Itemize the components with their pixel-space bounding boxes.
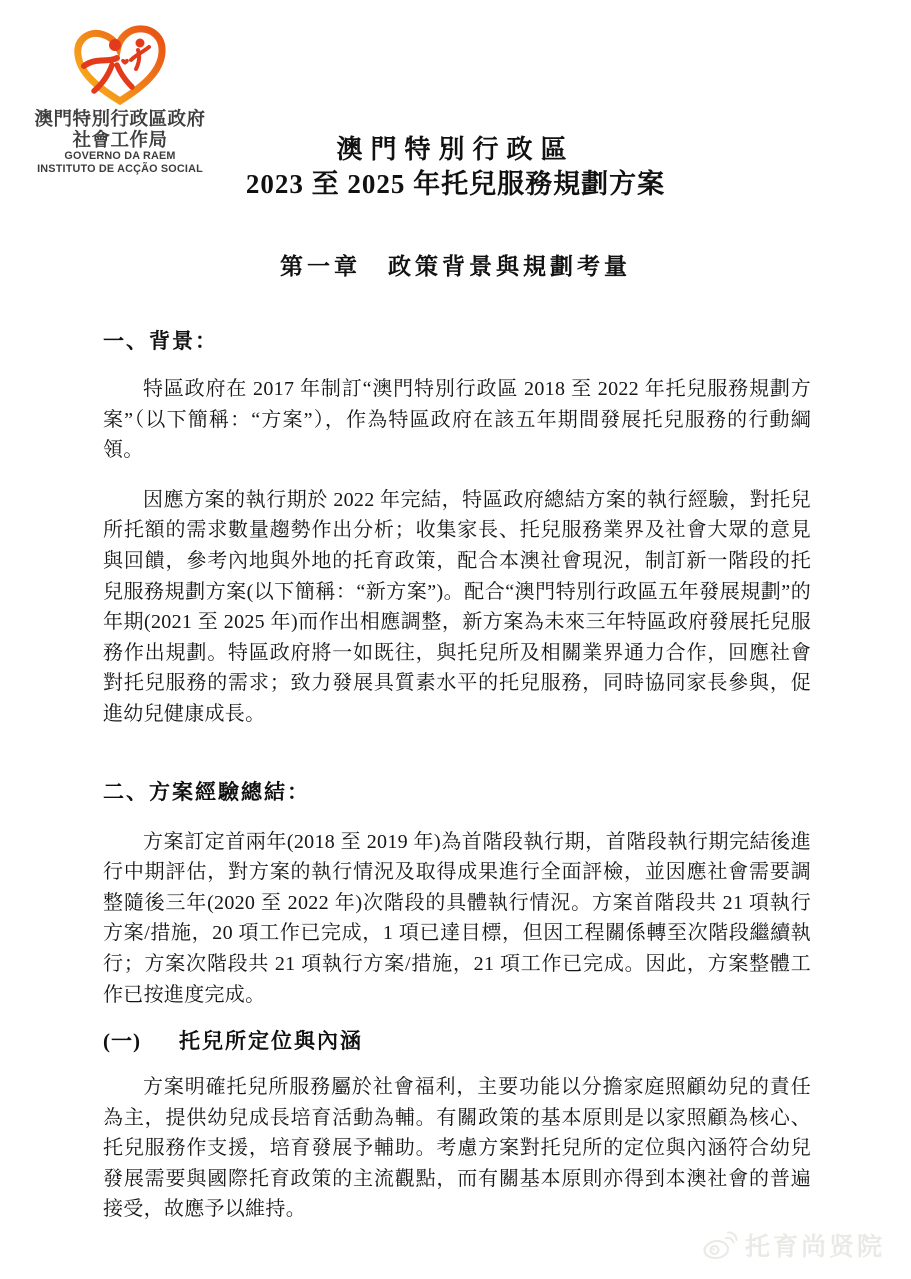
section-2-heading: 二、方案經驗總結： xyxy=(103,779,310,804)
document-title-line2: 2023 至 2025 年托兒服務規劃方案 xyxy=(245,169,666,199)
subsection-1-heading xyxy=(103,1029,811,1054)
logo-org-name-pt-line2: INSTITUTO DE ACÇÃO SOCIAL xyxy=(37,163,203,175)
logo-org-name-zh-line2: 社會工作局 xyxy=(72,129,168,150)
document-body xyxy=(103,329,811,1225)
weibo-icon xyxy=(702,1231,738,1260)
heart-logo-icon xyxy=(68,24,172,106)
logo-org-name-zh-line1: 澳門特別行政區政府 xyxy=(34,108,206,129)
watermark xyxy=(702,1227,885,1263)
watermark-text: 托育尚贤院 xyxy=(744,1233,885,1261)
paragraph: 方案明確托兒所服務屬於社會福利，主要功能以分擔家庭照顧幼兒的責任為主，提供幼兒成長培育活動為輔。有關政策的基本原則是以家照顧為核心、托兒服務作支援，培育發展予輔助。考慮方案對托兒所的定位與內涵符合幼兒發展需要與國際托育政策的主流觀點，而有關基本原則亦得到本澳社會的普遍接受，故應予以維持。 xyxy=(103,1076,811,1221)
paragraph: 方案訂定首兩年(2018 至 2019 年)為首階段執行期，首階段執行期完結後進行中期評估，對方案的執行情況及取得成果進行全面評檢，並因應社會需要調整隨後三年(2020 至 2022 年)次階段的具體執行情況。方案首階段共 21 項執行方案/措施，20 項工作已完成，1 項已達目標，但因工程關係轉至次階段繼續執行；方案次階段共 21 項執行方案/措施，21 項工作已完成。因此，方案整體工作已按進度完成。 xyxy=(103,830,811,1006)
subsection-title: 托兒所定位與內涵 xyxy=(179,1029,363,1054)
logo-org-name-pt-line1: GOVERNO DA RAEM xyxy=(64,150,176,162)
section-1-heading: 一、背景： xyxy=(103,329,218,353)
paragraph: 因應方案的執行期於 2022 年完結，特區政府總結方案的執行經驗，對托兒所托額的需求數量趨勢作出分析；收集家長、托兒服務業界及社會大眾的意見與回饋，參考內地與外地的托育政策，配合本澳社會現況，制訂新一階段的托兒服務規劃方案(以下簡稱：“新方案”)。配合“澳門特別行政區五年發展規劃”的年期(2021 至 2025 年)而作出相應調整，新方案為未來三年特區政府發展托兒服務作出規劃。特區政府將一如既往，與托兒所及相關業界通力合作，回應社會對托兒服務的需求；致力發展具質素水平的托兒服務，同時協同家長參與，促進幼兒健康成長。 xyxy=(103,488,811,725)
paragraph: 特區政府在 2017 年制訂“澳門特別行政區 2018 至 2022 年托兒服務規劃方案”（以下簡稱：“方案”），作為特區政府在該五年期間發展托兒服務的行動綱領。 xyxy=(103,378,811,462)
subsection-number: (一) xyxy=(103,1029,141,1054)
document-title-line1: 澳門特別行政區 xyxy=(336,135,575,164)
chapter-heading: 第一章 政策背景與規劃考量 xyxy=(280,254,631,279)
document-title xyxy=(0,133,911,201)
